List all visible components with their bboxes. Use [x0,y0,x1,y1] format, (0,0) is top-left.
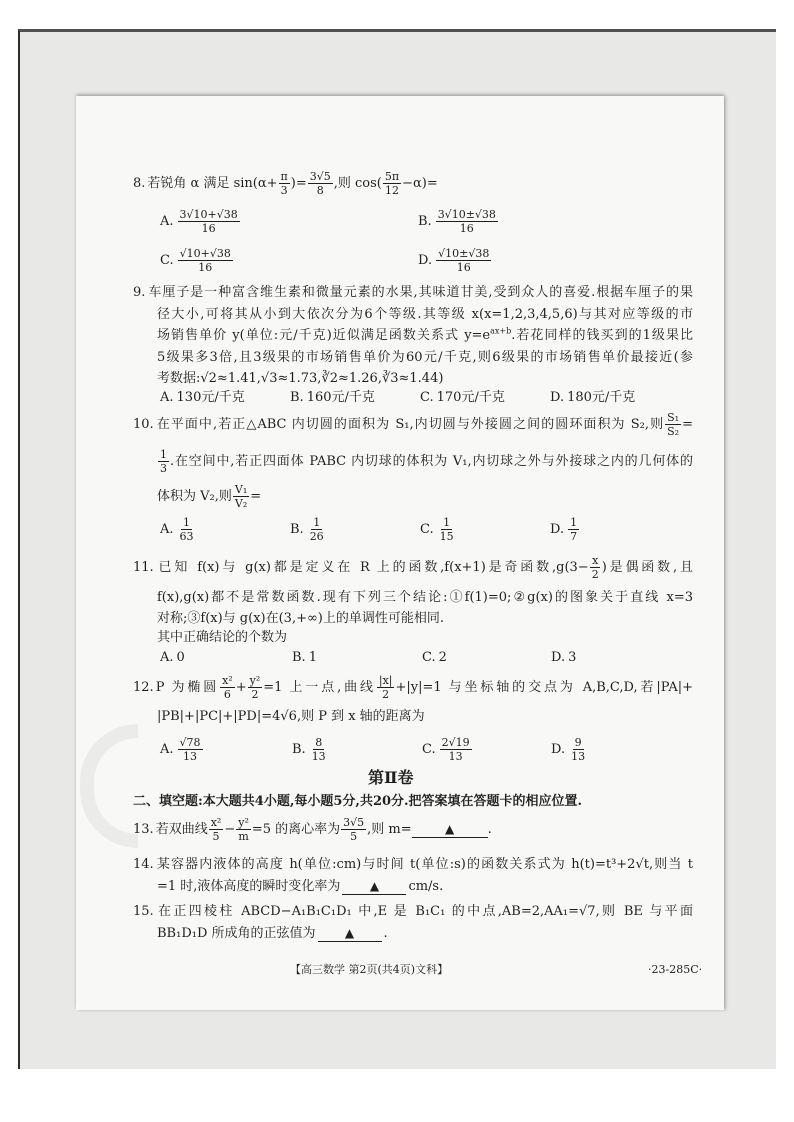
question-number: 13. [133,822,154,837]
numerator: 3√5 [309,170,331,183]
question-10-line-2 [157,448,693,475]
question-number: 12. [133,680,154,695]
stem-text: +|y|=1 与坐标轴的交点为 A,B,C,D,若|PA|+ [395,680,693,695]
stem-text: f(x),g(x)都不是常数函数.现有下列三个结论:①f(1)=0;②g(x)的图象关于直线 x=3 [157,590,693,605]
stem-text: 若双曲线 [155,822,208,837]
option-label: A. [160,650,174,665]
denominator: 7 [570,530,578,543]
stem-text: 其中正确结论的个数为 [157,630,288,645]
option-label: A. [160,522,174,537]
option-label: A. [160,742,174,757]
stem-text: 径大小,可将其从小到大依次分为6个等级.其等级 x(x=1,2,3,4,5,6)与其对应等级的市 [157,307,693,322]
option-d [551,736,588,763]
denominator: 13 [571,750,586,763]
exponent: ax+b [490,326,512,336]
option-d [550,388,635,408]
fraction [220,674,235,701]
denominator: 16 [198,261,213,274]
question-9-line-4 [157,348,693,368]
fill-in-instructions: 二、填空题:本大题共4小题,每小题5分,共20分.把答案填在答题卡的相应位置. [133,794,583,809]
option-text: 180元/千克 [567,390,636,405]
numerator: √78 [179,736,201,749]
option-b [292,736,329,763]
numerator: 9 [574,736,582,749]
numerator: V₁ [234,483,248,496]
denominator: 16 [456,261,471,274]
fraction [590,554,601,581]
fraction [569,736,587,763]
stem-text: .在空间中,若正四面体 PABC 内切球的体积为 V₁,内切球之外与外接球之内的几何体的 [170,454,693,469]
stem-text: ,则 cos( [333,176,382,191]
denominator: 2 [251,688,259,701]
fraction [236,816,251,843]
question-11-line-1 [133,554,693,581]
option-text: 130元/千克 [176,390,245,405]
option-label: D. [551,650,566,665]
numerator: x [592,554,599,567]
stem-text: 对称;③f(x)与 g(x)在(3,+∞)上的单调性可能相同. [157,611,444,626]
option-a [160,736,204,763]
denominator: S₂ [667,425,680,438]
stem-text: .若花同样的钱买到的1级果比 [511,328,693,343]
question-number: 9. [133,285,146,300]
question-14-line-1 [133,855,693,875]
numerator: y² [238,816,249,829]
stem-text: −α)= [402,176,438,191]
stem-text: BB₁D₁D 所成角的正弦值为 [157,926,316,941]
fraction [308,170,333,197]
fraction [436,247,491,274]
option-label: C. [160,253,174,268]
denominator: m [238,830,249,843]
numerator: 3√5 [343,816,365,829]
question-14-line-2 [157,877,443,897]
numerator: 8 [315,736,323,749]
numerator: 1 [443,516,451,529]
option-text: 170元/千克 [436,390,505,405]
fraction [665,411,681,438]
numerator: 3√10±√38 [437,208,496,221]
fraction [568,516,579,543]
question-11-line-2 [157,588,693,608]
stem-text: cm/s. [408,879,444,894]
numerator: |x| [378,674,393,687]
denominator: 3 [160,462,167,475]
numerator: x² [210,816,222,829]
option-label: B. [292,742,306,757]
numerator: √10+√38 [179,247,231,260]
question-9-line-1 [133,283,693,303]
denominator: V₂ [234,497,248,510]
option-text: 2 [438,650,447,665]
fraction [178,736,203,763]
answer-blank: ▲ [342,878,406,895]
option-label: D. [551,742,566,757]
option-c [422,736,473,763]
fraction [341,816,366,843]
answer-blank: ▲ [318,925,382,942]
stem-text: )是偶函数,且 [601,560,693,575]
option-a [160,208,241,235]
denominator: 8 [316,184,324,197]
option-label: C. [422,650,436,665]
answer-blank: ▲ [412,821,488,838]
option-text: 0 [176,650,185,665]
page-footer: 【高三数学 第2页(共4页)文科】 [290,963,449,976]
question-8-stem [133,170,438,197]
question-number: 8. [133,176,146,191]
numerator: 1 [313,516,321,529]
fraction [248,674,263,701]
option-text: 1 [308,650,317,665]
denominator: 16 [201,222,216,235]
option-b [290,388,375,408]
fraction [209,816,224,843]
stem-text: = [682,417,693,432]
question-10-line-3 [157,483,261,510]
denominator: 12 [384,184,399,197]
fraction [436,208,498,235]
stem-text: 车厘子是一种富含维生素和微量元素的水果,其味道甘美,受到众人的喜爱.根据车厘子的果 [147,285,693,300]
numerator: 2√19 [441,736,470,749]
fraction [233,483,249,510]
fraction [310,736,328,763]
option-c [420,516,457,543]
option-b [292,648,317,668]
denominator: 13 [183,750,198,763]
denominator: 3 [280,184,288,197]
stem-text: 体积为 V₂,则 [157,489,232,504]
fraction [383,170,401,197]
option-label: C. [422,742,436,757]
option-b [290,516,327,543]
question-15-line-2 [157,924,388,944]
option-label: D. [550,390,565,405]
question-13 [133,816,492,843]
denominator: 13 [448,750,463,763]
numerator: π [280,170,288,183]
question-number: 14. [133,857,154,872]
question-11-line-4 [157,628,287,648]
option-c [422,648,447,668]
denominator: 26 [309,530,324,543]
fraction [178,247,233,274]
question-12-line-1 [133,674,693,701]
question-15-line-1 [133,902,693,922]
question-11-line-3 [157,609,444,629]
option-a [160,388,245,408]
numerator: 3√10+√38 [179,208,238,221]
fraction [158,448,169,475]
question-12-line-2 [157,707,425,727]
denominator: 16 [459,222,474,235]
stem-text: )= [290,176,307,191]
fraction [308,516,326,543]
stem-text: 已知 f(x)与 g(x)都是定义在 R 上的函数,f(x+1)是奇函数,g(3− [155,560,589,575]
stem-text: 场销售单价 y(单位:元/千克)近似满足函数关系式 y=e [157,328,491,343]
denominator: 13 [311,750,326,763]
fraction [438,516,456,543]
fraction [377,674,395,701]
numerator: y² [249,674,261,687]
numerator: 1 [570,516,578,529]
stem-text: 在平面中,若正△ABC 内切圆的面积为 S₁,内切圆与外接圆之间的圆环面积为 S₂,则 [155,417,665,432]
stem-text: . [383,926,388,941]
option-b [418,208,499,235]
question-9-line-5 [157,369,443,389]
option-label: B. [290,390,304,405]
option-label: B. [418,214,432,229]
option-d [550,516,580,543]
denominator: 15 [439,530,454,543]
option-text: 160元/千克 [306,390,375,405]
stem-text: − [224,822,236,837]
numerator: √10±√38 [438,247,490,260]
question-number: 10. [133,417,154,432]
option-label: D. [418,253,433,268]
stem-text: =1 时,液体高度的瞬时变化率为 [157,879,341,894]
denominator: 5 [350,830,358,843]
fraction [279,170,290,197]
question-10-line-1 [133,411,693,438]
stem-text: 5级果多3倍,且3级果的市场销售单价为60元/千克,则6级果的市场销售单价最接近(参 [157,350,693,365]
question-9-line-2 [157,305,693,325]
stem-text: = [250,489,262,504]
option-text: 3 [568,650,577,665]
option-c [420,388,505,408]
option-d [551,648,576,668]
stem-text: 若锐角 α 满足 sin(α+ [147,176,278,191]
fraction [178,516,196,543]
numerator: S₁ [667,411,680,424]
fraction [440,736,472,763]
stem-text: |PB|+|PC|+|PD|=4√6,则 P 到 x 轴的距离为 [157,709,425,724]
option-a [160,516,197,543]
denominator: 63 [179,530,194,543]
question-number: 11. [133,560,154,575]
numerator: x² [222,674,233,687]
stem-text: 在正四棱柱 ABCD−A₁B₁C₁D₁ 中,E 是 B₁C₁ 的中点,AB=2,AA₁=√7,则 BE 与平面 [155,904,693,919]
denominator: 6 [223,688,231,701]
denominator: 5 [212,830,220,843]
stem-text: 考数据:√2≈1.41,√3≈1.73,∛2≈1.26,∛3≈1.44) [157,371,444,386]
option-label: A. [160,390,174,405]
option-label: B. [290,522,304,537]
option-label: A. [160,214,174,229]
option-label: B. [292,650,306,665]
stem-text: + [235,680,247,695]
denominator: 2 [591,568,599,581]
denominator: 2 [382,688,390,701]
stem-text: =1 上一点,曲线 [263,680,376,695]
numerator: 5π [384,170,400,183]
stem-text: =5 的离心率为 [251,822,341,837]
question-number: 15. [133,904,154,919]
question-9-line-3 [157,326,693,346]
stem-text: . [487,822,492,837]
option-label: C. [420,390,434,405]
option-label: D. [550,522,565,537]
exam-code: ·23-285C· [648,963,703,976]
fraction [178,208,240,235]
section-title: 第Ⅱ卷 [368,768,414,787]
option-a [160,648,185,668]
numerator: 1 [183,516,191,529]
option-d [418,247,492,274]
stem-text: P 为椭圆 [155,680,220,695]
stem-text: 某容器内液体的高度 h(单位:cm)与时间 t(单位:s)的函数关系式为 h(t)=t³+2√t,则当 t [155,857,693,872]
option-label: C. [420,522,434,537]
stem-text: ,则 m= [367,822,412,837]
numerator: 1 [160,448,167,461]
option-c [160,247,234,274]
